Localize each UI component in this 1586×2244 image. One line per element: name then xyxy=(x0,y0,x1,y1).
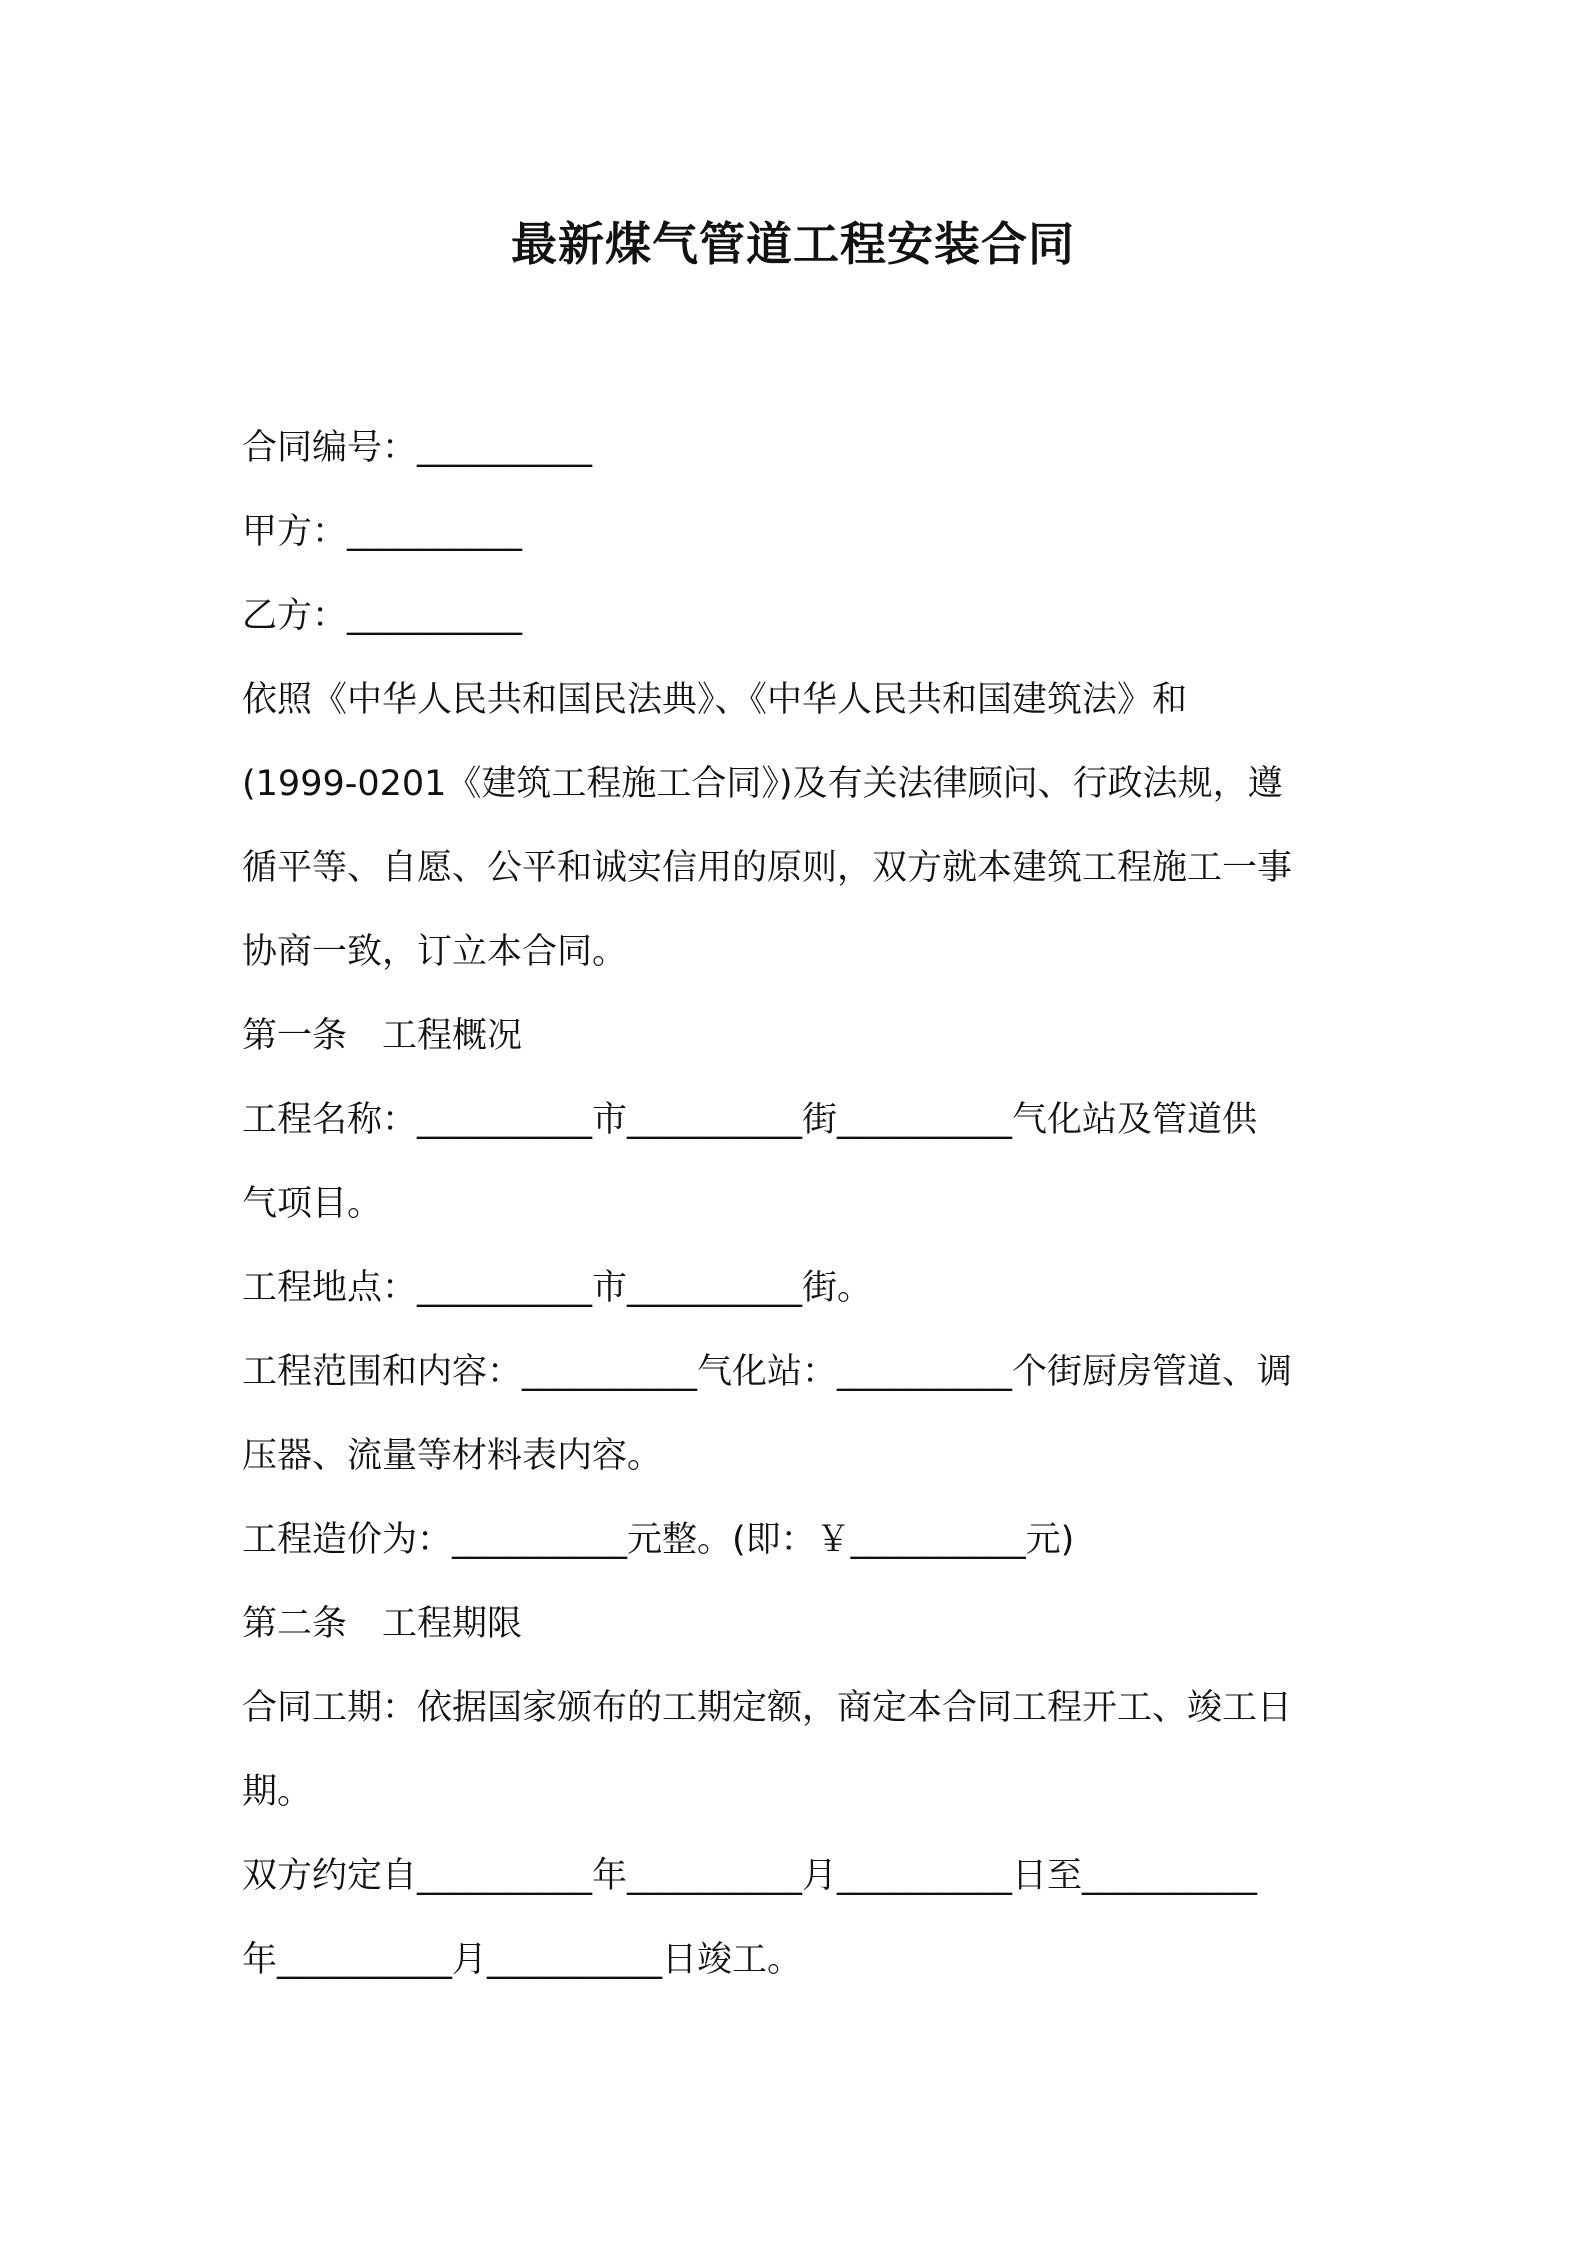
agreed-dates-line: 年__________月__________日竣工。 xyxy=(242,1940,803,1980)
project-location-line: 工程地点：__________市__________街。 xyxy=(242,1268,873,1308)
document-title: 最新煤气管道工程安装合同 xyxy=(511,217,1075,271)
party-a-line: 甲方：__________ xyxy=(242,512,523,552)
preamble-line: 依照《中华人民共和国民法典》、《中华人民共和国建筑法》和 xyxy=(242,680,1188,720)
contract-period-line: 合同工期：依据国家颁布的工期定额，商定本合同工程开工、竣工日 xyxy=(242,1688,1293,1728)
preamble-line: 循平等、自愿、公平和诚实信用的原则，双方就本建筑工程施工一事 xyxy=(242,848,1293,888)
preamble-line: (1999-0201《建筑工程施工合同》)及有关法律顾问、行政法规，遵 xyxy=(242,764,1283,804)
article-2-heading: 第二条 工程期限 xyxy=(242,1604,523,1644)
contract-period-line: 期。 xyxy=(242,1772,313,1812)
party-b-line: 乙方：__________ xyxy=(242,596,523,636)
project-name-line: 气项目。 xyxy=(242,1184,383,1224)
project-name-line: 工程名称：__________市__________街__________气化站及管道供 xyxy=(242,1100,1258,1140)
article-1-heading: 第一条 工程概况 xyxy=(242,1016,523,1056)
preamble-line: 协商一致，订立本合同。 xyxy=(242,932,628,972)
document-body xyxy=(242,406,1360,2002)
project-scope-line: 工程范围和内容：__________气化站：__________个街厨房管道、调 xyxy=(242,1352,1293,1392)
agreed-dates-line: 双方约定自__________年__________月__________日至__________ xyxy=(242,1856,1258,1896)
project-cost-line: 工程造价为：__________元整。(即：￥__________元) xyxy=(242,1520,1075,1560)
contract-number-line: 合同编号：__________ xyxy=(242,428,593,468)
project-scope-line: 压器、流量等材料表内容。 xyxy=(242,1436,663,1476)
